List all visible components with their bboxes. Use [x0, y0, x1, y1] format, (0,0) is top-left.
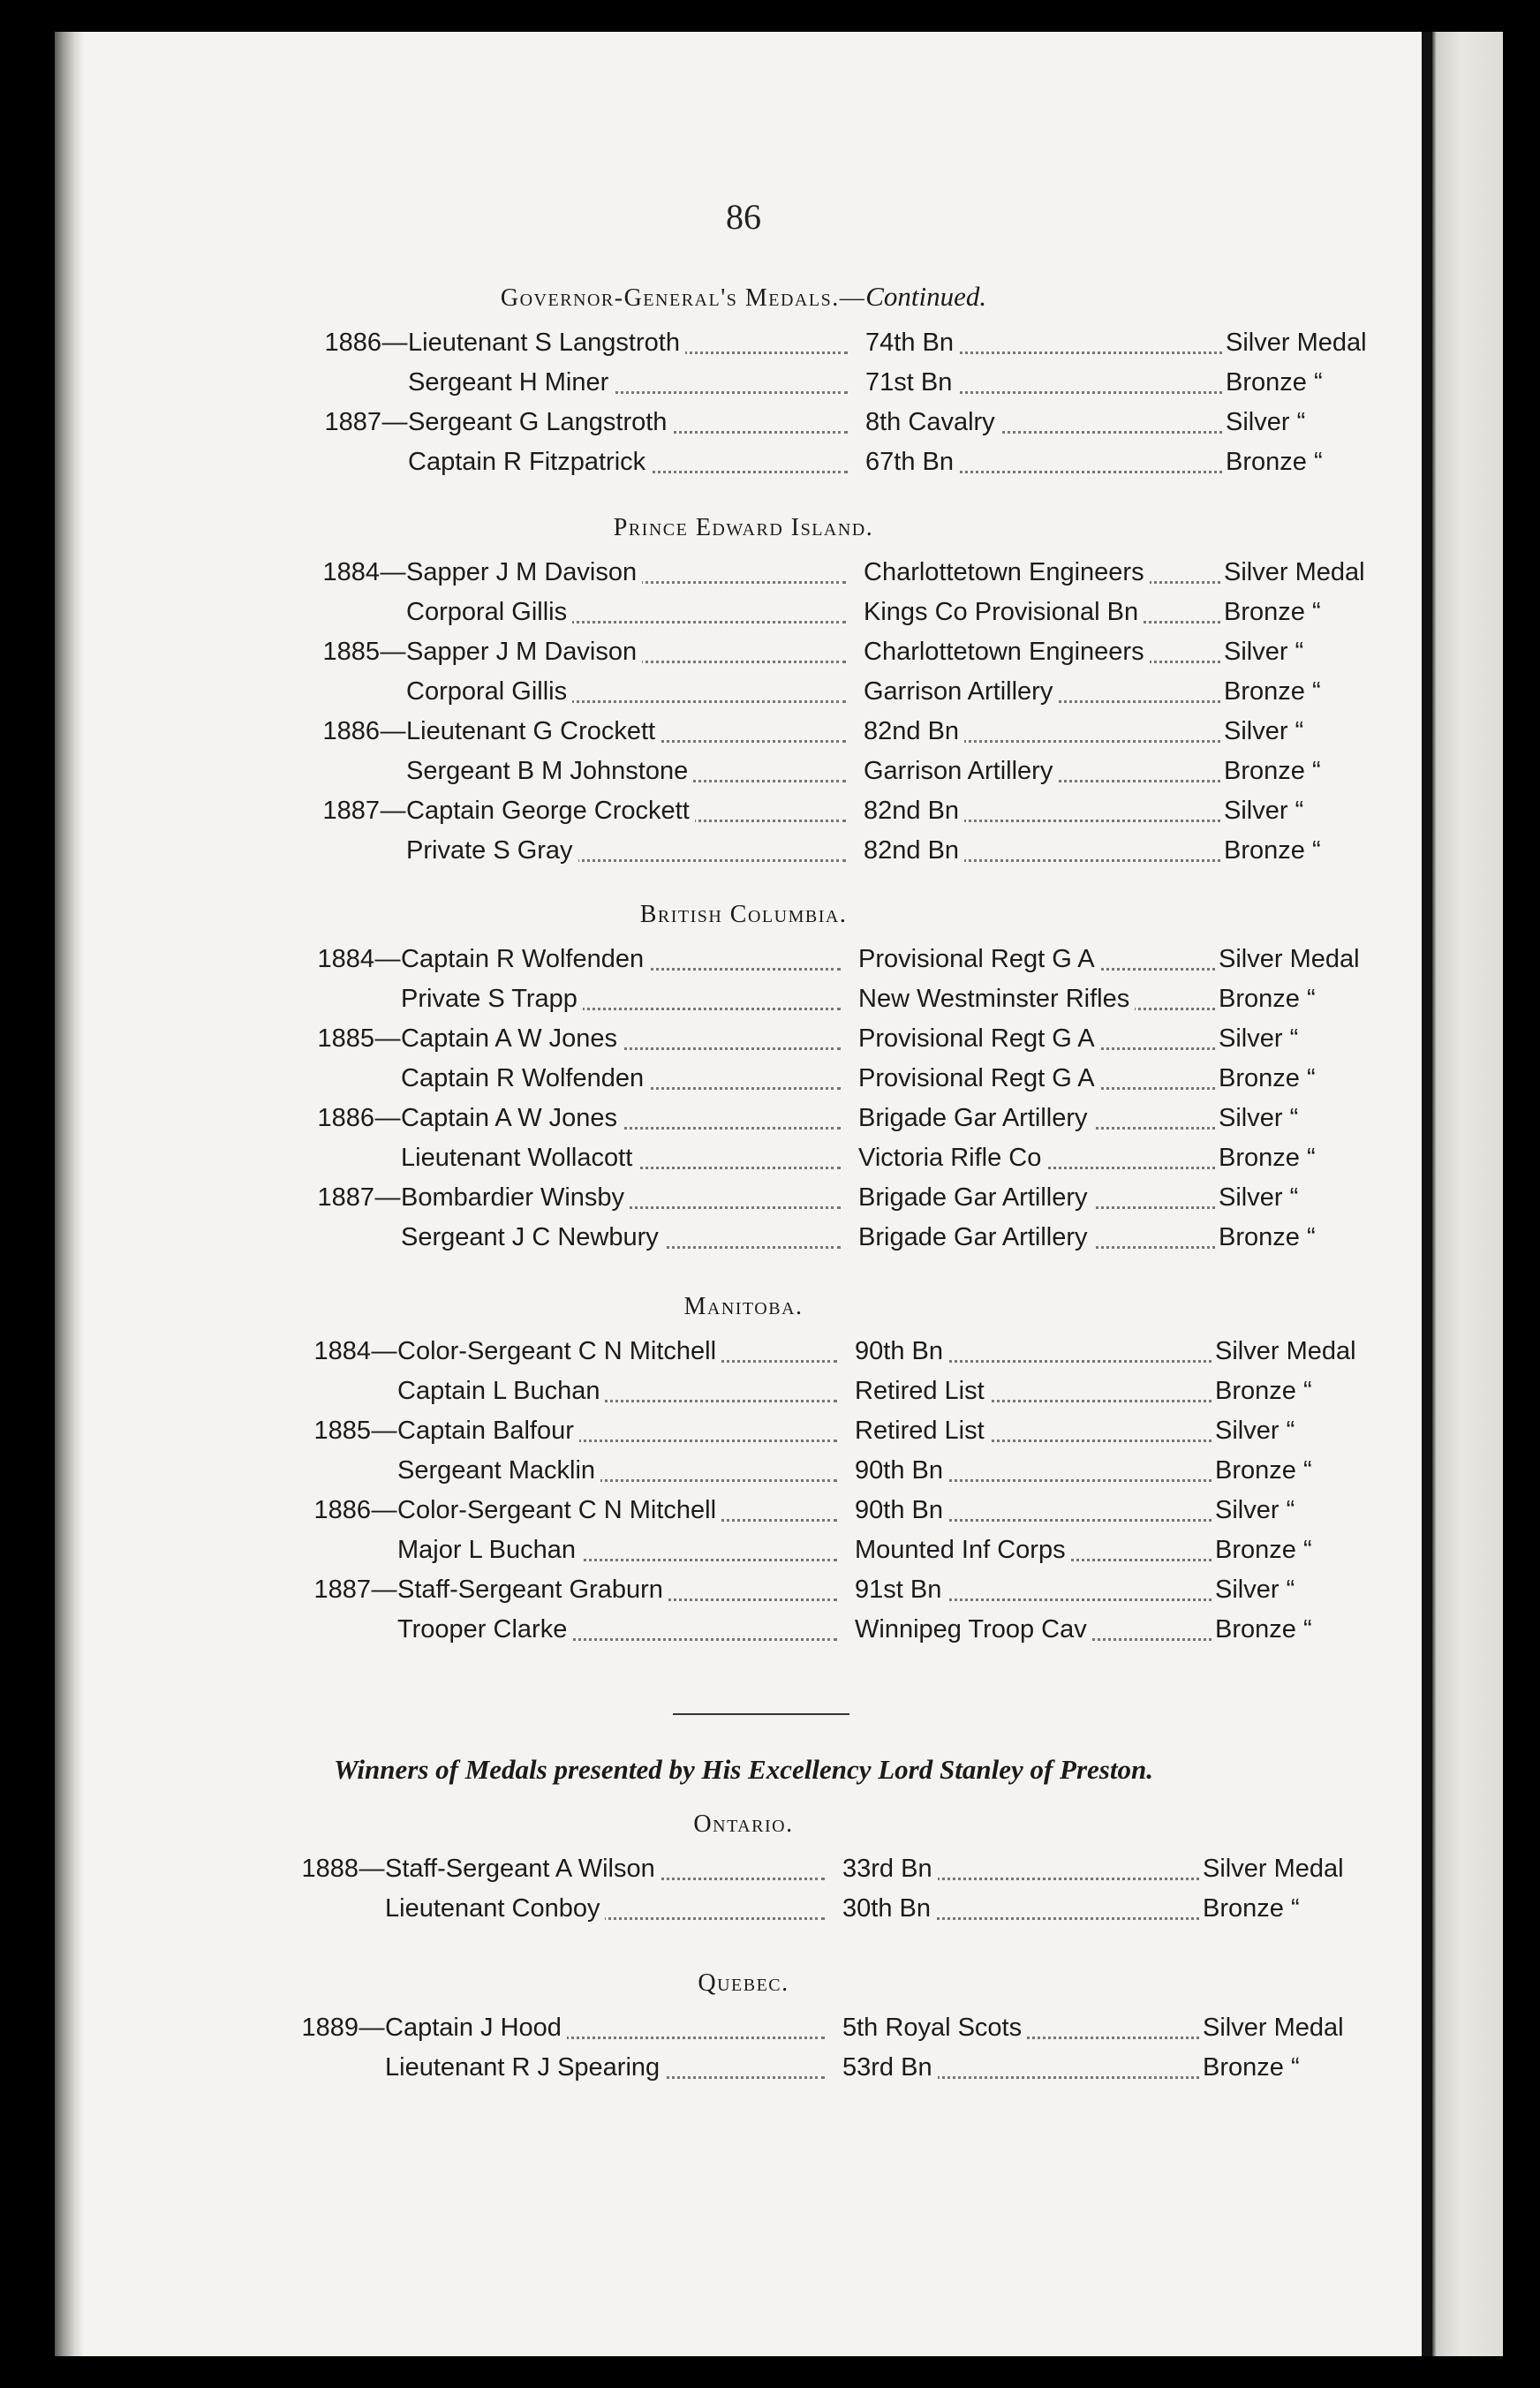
section-heading: Quebec. [698, 1969, 789, 1997]
medal-row [276, 1064, 1441, 1103]
unit-cell [865, 408, 1227, 437]
medal-row [276, 1223, 1441, 1262]
year-dash: — [371, 1337, 397, 1365]
unit-cell [864, 638, 1226, 667]
medal-row [281, 717, 1446, 756]
unit-name: Provisional Regt G A [858, 945, 1100, 973]
unit-name: Victoria Rifle Co [858, 1144, 1046, 1172]
unit-name: Garrison Artillery [864, 677, 1058, 706]
year-dash: — [381, 408, 408, 436]
medal-cell: Bronze “ [1224, 598, 1321, 626]
recipient-name: Captain Balfour [397, 1417, 579, 1445]
medal-cell: Silver Medal [1226, 329, 1367, 357]
year-dash: — [359, 2014, 385, 2042]
page-content [55, 32, 1432, 2356]
recipient-name: Major L Buchan [397, 1536, 581, 1564]
unit-cell [858, 1024, 1220, 1054]
year-dash: — [374, 945, 401, 973]
recipient-name: Sapper J M Davison [406, 558, 642, 586]
name-cell [406, 677, 857, 707]
unit-name: 82nd Bn [864, 836, 964, 865]
recipient-name: Corporal Gillis [406, 598, 572, 626]
unit-name: 90th Bn [855, 1456, 948, 1485]
unit-cell [864, 558, 1226, 587]
medal-cell: Bronze “ [1203, 2053, 1300, 2082]
recipient-name: Staff-Sergeant Graburn [397, 1576, 668, 1604]
recipient-name: Captain R Wolfenden [401, 1064, 649, 1092]
unit-cell [858, 1183, 1220, 1213]
medal-cell: Silver Medal [1215, 1337, 1356, 1365]
medal-row [283, 408, 1448, 447]
year-dash: — [371, 1496, 397, 1524]
unit-name: Provisional Regt G A [858, 1024, 1100, 1053]
year-dash: — [380, 558, 406, 586]
medal-cell: Silver Medal [1203, 1855, 1344, 1883]
medal-cell: Bronze “ [1226, 368, 1323, 397]
name-cell [408, 448, 858, 477]
unit-cell [842, 1855, 1204, 1884]
medal-cell: Silver “ [1219, 1024, 1299, 1053]
name-cell [408, 408, 858, 437]
medal-cell: Silver “ [1215, 1496, 1295, 1524]
recipient-name: Captain R Fitzpatrick [408, 448, 651, 476]
medal-row [276, 945, 1441, 984]
name-cell [406, 757, 857, 786]
medal-row [260, 2053, 1425, 2092]
year-cell: 1886 [317, 1104, 374, 1132]
name-cell [401, 1223, 851, 1252]
medal-row [283, 329, 1448, 367]
medal-row [281, 558, 1446, 597]
year-dash: — [359, 1855, 385, 1883]
unit-name: 82nd Bn [864, 717, 964, 745]
name-cell [406, 598, 857, 627]
year-cell: 1887 [322, 797, 380, 825]
medal-cell: Bronze “ [1224, 677, 1321, 706]
medal-row [281, 757, 1446, 796]
name-cell [397, 1496, 848, 1525]
recipient-name: Captain George Crockett [406, 797, 695, 825]
name-cell [408, 368, 858, 397]
second-title: Winners of Medals presented by His Excellency Lord Stanley of Preston. [334, 1754, 1153, 1785]
recipient-name: Captain A W Jones [401, 1104, 623, 1132]
name-cell [397, 1337, 848, 1366]
recipient-name: Lieutenant G Crockett [406, 717, 661, 745]
medal-row [276, 1183, 1441, 1222]
medal-row [272, 1576, 1438, 1614]
medal-row [272, 1417, 1438, 1455]
name-cell [397, 1417, 848, 1446]
year-dash: — [380, 797, 406, 825]
medal-cell: Bronze “ [1219, 1144, 1316, 1172]
name-cell [401, 1144, 851, 1173]
medal-cell: Silver “ [1224, 717, 1304, 745]
medal-cell: Bronze “ [1219, 985, 1316, 1013]
year-dash: — [371, 1417, 397, 1445]
unit-cell [865, 448, 1227, 477]
unit-cell [842, 2053, 1204, 2082]
name-cell [406, 836, 857, 865]
recipient-name: Trooper Clarke [397, 1615, 572, 1644]
unit-name: Brigade Gar Artillery [858, 1104, 1093, 1132]
unit-name: 90th Bn [855, 1496, 948, 1524]
medal-cell: Silver Medal [1203, 2014, 1344, 2042]
recipient-name: Sergeant J C Newbury [401, 1223, 664, 1251]
medal-cell: Bronze “ [1215, 1456, 1312, 1485]
unit-name: Garrison Artillery [864, 757, 1058, 785]
year-cell: 1884 [317, 945, 374, 973]
unit-name: 71st Bn [865, 368, 957, 397]
page-number: 86 [726, 197, 761, 237]
name-cell [401, 1064, 851, 1093]
unit-name: 5th Royal Scots [842, 2014, 1027, 2042]
medal-cell: Bronze “ [1219, 1223, 1316, 1251]
unit-cell [864, 717, 1226, 746]
scanned-page [55, 32, 1503, 2356]
recipient-name: Private S Trapp [401, 985, 583, 1013]
recipient-name: Captain L Buchan [397, 1377, 605, 1405]
unit-name: Charlottetown Engineers [864, 638, 1150, 666]
unit-name: 82nd Bn [864, 797, 964, 825]
unit-cell [855, 1377, 1217, 1406]
name-cell [385, 1855, 835, 1884]
recipient-name: Color-Sergeant C N Mitchell [397, 1337, 721, 1365]
unit-cell [855, 1615, 1217, 1644]
name-cell [385, 2014, 835, 2043]
medal-row [260, 1894, 1425, 1933]
unit-cell [864, 836, 1226, 865]
section-divider-rule [673, 1713, 849, 1715]
recipient-name: Bombardier Winsby [401, 1183, 630, 1212]
medal-row [281, 598, 1446, 637]
medal-row [276, 1104, 1441, 1143]
recipient-name: Sergeant G Langstroth [408, 408, 672, 436]
medal-cell: Silver “ [1219, 1104, 1299, 1132]
unit-name: 30th Bn [842, 1894, 936, 1923]
recipient-name: Lieutenant Wollacott [401, 1144, 638, 1172]
medal-cell: Silver Medal [1219, 945, 1360, 973]
year-cell: 1885 [313, 1417, 371, 1445]
unit-cell [855, 1417, 1217, 1446]
unit-cell [855, 1536, 1217, 1565]
year-dash: — [371, 1576, 397, 1604]
unit-cell [855, 1456, 1217, 1485]
recipient-name: Lieutenant Conboy [385, 1894, 605, 1923]
unit-name: Charlottetown Engineers [864, 558, 1150, 586]
unit-name: 74th Bn [865, 329, 959, 357]
medal-cell: Bronze “ [1224, 757, 1321, 785]
unit-cell [864, 797, 1226, 826]
name-cell [406, 717, 857, 746]
name-cell [385, 1894, 835, 1923]
name-cell [401, 1104, 851, 1133]
unit-name: Brigade Gar Artillery [858, 1183, 1093, 1212]
unit-cell [855, 1576, 1217, 1605]
medal-row [260, 1855, 1425, 1893]
unit-cell [865, 329, 1227, 358]
recipient-name: Captain J Hood [385, 2014, 567, 2042]
unit-name: 33rd Bn [842, 1855, 938, 1883]
unit-cell [842, 2014, 1204, 2043]
medal-cell: Bronze “ [1226, 448, 1323, 476]
recipient-name: Captain R Wolfenden [401, 945, 649, 973]
unit-name: Retired List [855, 1377, 990, 1405]
name-cell [408, 329, 858, 358]
medal-row [272, 1377, 1438, 1416]
unit-name: 67th Bn [865, 448, 959, 476]
name-cell [385, 2053, 835, 2082]
medal-row [281, 797, 1446, 835]
unit-name: 91st Bn [855, 1576, 947, 1604]
medal-row [281, 836, 1446, 875]
medal-cell: Silver Medal [1224, 558, 1365, 586]
page-title-continued: Continued. [865, 281, 987, 312]
medal-row [272, 1615, 1438, 1654]
medal-row [272, 1337, 1438, 1376]
medal-cell: Bronze “ [1215, 1536, 1312, 1564]
unit-name: Provisional Regt G A [858, 1064, 1100, 1092]
medal-cell: Bronze “ [1203, 1894, 1300, 1923]
unit-cell [842, 1894, 1204, 1923]
medal-row [281, 638, 1446, 676]
medal-cell: Silver “ [1224, 638, 1304, 666]
name-cell [401, 1024, 851, 1054]
section-heading: Ontario. [693, 1810, 794, 1838]
page-title [55, 281, 1432, 313]
unit-name: Kings Co Provisional Bn [864, 598, 1144, 626]
unit-cell [858, 1223, 1220, 1252]
recipient-name: Staff-Sergeant A Wilson [385, 1855, 661, 1883]
recipient-name: Private S Gray [406, 836, 578, 865]
name-cell [397, 1536, 848, 1565]
medal-cell: Silver “ [1215, 1417, 1295, 1445]
page-title-text: Governor-General's Medals. [500, 284, 840, 312]
medal-row [260, 2014, 1425, 2052]
medal-row [276, 1024, 1441, 1063]
unit-cell [858, 1144, 1220, 1173]
section-heading: Manitoba. [683, 1293, 804, 1320]
name-cell [406, 558, 857, 587]
medal-cell: Bronze “ [1215, 1615, 1312, 1644]
name-cell [397, 1615, 848, 1644]
medal-cell: Bronze “ [1219, 1064, 1316, 1092]
unit-cell [855, 1496, 1217, 1525]
recipient-name: Sergeant B M Johnstone [406, 757, 693, 785]
name-cell [397, 1576, 848, 1605]
name-cell [406, 797, 857, 826]
title-dash: — [839, 284, 866, 312]
unit-name: 53rd Bn [842, 2053, 938, 2082]
year-dash: — [374, 1104, 401, 1132]
medal-row [272, 1536, 1438, 1575]
section-heading: British Columbia. [639, 901, 848, 928]
unit-cell [858, 945, 1220, 974]
unit-cell [858, 1104, 1220, 1133]
recipient-name: Corporal Gillis [406, 677, 572, 706]
recipient-name: Captain A W Jones [401, 1024, 623, 1053]
recipient-name: Lieutenant R J Spearing [385, 2053, 665, 2082]
unit-cell [858, 985, 1220, 1014]
year-cell: 1886 [313, 1496, 371, 1524]
year-cell: 1884 [322, 558, 380, 586]
medal-row [276, 985, 1441, 1024]
unit-cell [858, 1064, 1220, 1093]
year-dash: — [380, 638, 406, 666]
year-cell: 1887 [313, 1576, 371, 1604]
recipient-name: Sergeant H Miner [408, 368, 614, 397]
name-cell [406, 638, 857, 667]
year-dash: — [380, 717, 406, 745]
year-cell: 1887 [317, 1183, 374, 1212]
recipient-name: Sergeant Macklin [397, 1456, 600, 1485]
unit-name: Brigade Gar Artillery [858, 1223, 1093, 1251]
unit-cell [864, 677, 1226, 707]
name-cell [397, 1377, 848, 1406]
year-dash: — [374, 1183, 401, 1212]
medal-cell: Bronze “ [1224, 836, 1321, 865]
name-cell [397, 1456, 848, 1485]
year-dash: — [374, 1024, 401, 1053]
medal-row [281, 677, 1446, 716]
name-cell [401, 945, 851, 974]
year-cell: 1885 [317, 1024, 374, 1053]
name-cell [401, 1183, 851, 1213]
medal-row [272, 1456, 1438, 1495]
recipient-name: Sapper J M Davison [406, 638, 642, 666]
medal-cell: Silver “ [1226, 408, 1306, 436]
medal-row [272, 1496, 1438, 1535]
unit-name: Mounted Inf Corps [855, 1536, 1071, 1564]
year-cell: 1889 [301, 2014, 359, 2042]
medal-cell: Silver “ [1215, 1576, 1295, 1604]
unit-name: New Westminster Rifles [858, 985, 1135, 1013]
unit-name: 8th Cavalry [865, 408, 1000, 436]
year-cell: 1885 [322, 638, 380, 666]
unit-name: Retired List [855, 1417, 990, 1445]
unit-cell [865, 368, 1227, 397]
medal-row [283, 368, 1448, 407]
year-dash: — [381, 329, 408, 357]
unit-name: 90th Bn [855, 1337, 948, 1365]
medal-row [283, 448, 1448, 487]
year-cell: 1888 [301, 1855, 359, 1883]
recipient-name: Color-Sergeant C N Mitchell [397, 1496, 721, 1524]
unit-name: Winnipeg Troop Cav [855, 1615, 1092, 1644]
name-cell [401, 985, 851, 1014]
section-heading: Prince Edward Island. [613, 514, 874, 541]
year-cell: 1886 [324, 329, 381, 357]
medal-cell: Bronze “ [1215, 1377, 1312, 1405]
unit-cell [855, 1337, 1217, 1366]
medal-cell: Silver “ [1224, 797, 1304, 825]
unit-cell [864, 757, 1226, 786]
year-cell: 1884 [313, 1337, 371, 1365]
recipient-name: Lieutenant S Langstroth [408, 329, 685, 357]
unit-cell [864, 598, 1226, 627]
year-cell: 1887 [324, 408, 381, 436]
medal-cell: Silver “ [1219, 1183, 1299, 1212]
year-cell: 1886 [322, 717, 380, 745]
medal-row [276, 1144, 1441, 1183]
